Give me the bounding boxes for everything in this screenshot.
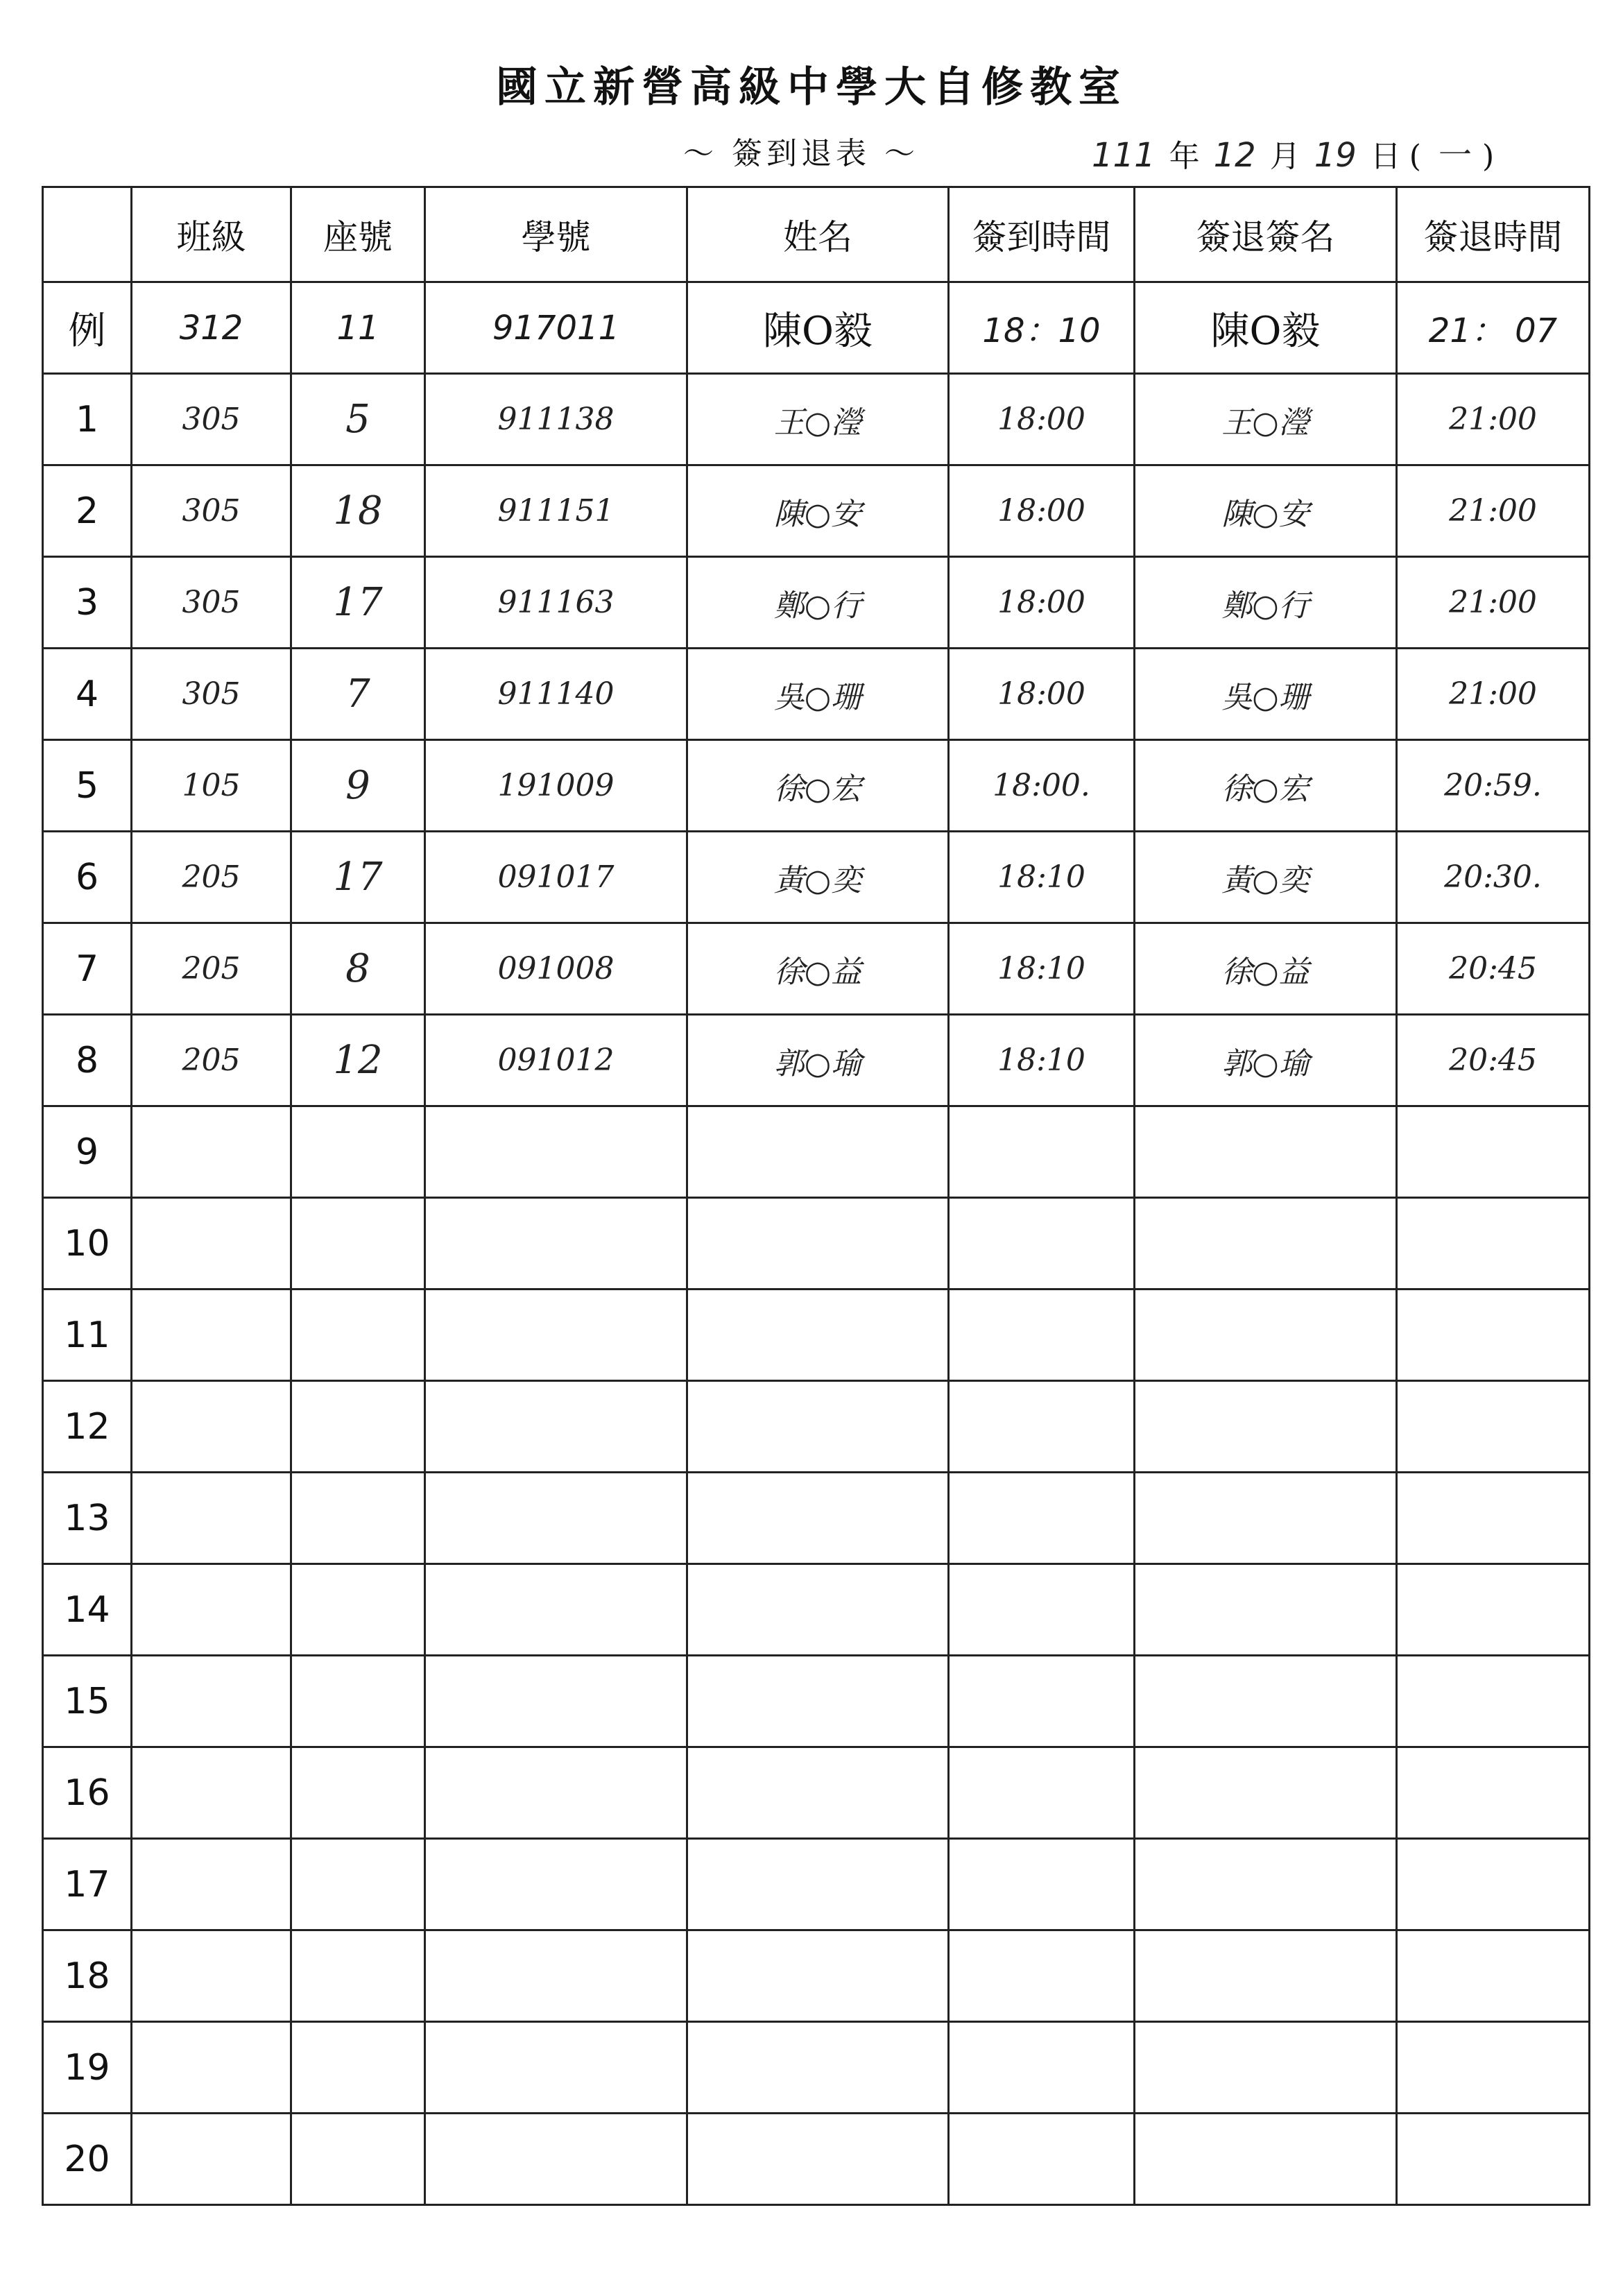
seat-cell[interactable]	[291, 1564, 425, 1656]
class-cell[interactable]: 205	[132, 832, 291, 923]
student-id-cell[interactable]	[425, 1106, 687, 1198]
name-cell[interactable]	[687, 2022, 949, 2114]
student-id-cell[interactable]: 911163	[425, 557, 687, 649]
row-number: 10	[43, 1198, 132, 1290]
table-row	[43, 2022, 1590, 2114]
seat-cell[interactable]	[291, 1198, 425, 1290]
sign-out-time-cell[interactable]	[1397, 2114, 1590, 2205]
student-id-cell[interactable]: 911138	[425, 374, 687, 465]
example-row	[43, 282, 1590, 374]
sign-out-signature-cell[interactable]: 吳○珊	[1135, 649, 1397, 740]
sign-in-time-cell[interactable]	[949, 1290, 1135, 1381]
table-row	[43, 1106, 1590, 1198]
row-number: 12	[43, 1381, 132, 1473]
sign-out-signature-cell[interactable]	[1135, 2114, 1397, 2205]
sign-out-signature-cell[interactable]: 徐○宏	[1135, 740, 1397, 832]
student-id-cell[interactable]: 911151	[425, 465, 687, 557]
table-row	[43, 1290, 1590, 1381]
sign-in-time-cell[interactable]	[949, 1839, 1135, 1930]
student-id-cell[interactable]	[425, 1473, 687, 1564]
sign-out-time-cell[interactable]: 21:00	[1397, 465, 1590, 557]
document-subtitle: ～ 簽到退表 ～	[683, 136, 919, 171]
sign-out-time-cell[interactable]: 20:59.	[1397, 740, 1590, 832]
sign-out-signature-cell[interactable]: 鄭○行	[1135, 557, 1397, 649]
col-header-sign-out-signature: 簽退簽名	[1135, 187, 1397, 282]
table-row	[43, 832, 1590, 923]
sign-in-time-cell[interactable]	[949, 1106, 1135, 1198]
seat-cell[interactable]	[291, 1106, 425, 1198]
name-cell[interactable]	[687, 1930, 949, 2022]
row-number: 19	[43, 2022, 132, 2114]
example-sign-out-time: 21： 07	[1397, 282, 1590, 374]
document-title: 國立新營高級中學大自修教室	[496, 63, 1127, 112]
row-number: 8	[43, 1015, 132, 1106]
student-id-cell[interactable]: 091012	[425, 1015, 687, 1106]
row-number: 15	[43, 1656, 132, 1747]
col-header-name: 姓名	[687, 187, 949, 282]
row-number: 7	[43, 923, 132, 1015]
class-cell[interactable]	[132, 1106, 291, 1198]
student-id-cell[interactable]	[425, 1381, 687, 1473]
sign-out-time-cell[interactable]: 21:00	[1397, 374, 1590, 465]
sign-in-time-cell[interactable]: 18:00.	[949, 740, 1135, 832]
name-cell[interactable]: 黃○奕	[687, 832, 949, 923]
col-header-student-id: 學號	[425, 187, 687, 282]
row-number: 14	[43, 1564, 132, 1656]
date-weekday-open: (	[1409, 139, 1421, 174]
class-cell[interactable]	[132, 1473, 291, 1564]
table-row	[43, 1839, 1590, 1930]
sign-out-time-cell[interactable]	[1397, 2022, 1590, 2114]
name-cell[interactable]: 郭○瑜	[687, 1015, 949, 1106]
seat-cell[interactable]	[291, 1290, 425, 1381]
example-seat: 11	[291, 282, 425, 374]
date-weekday: 一	[1434, 136, 1468, 175]
student-id-cell[interactable]	[425, 1839, 687, 1930]
example-label: 例	[43, 282, 132, 374]
table-row	[43, 1473, 1590, 1564]
row-number: 3	[43, 557, 132, 649]
col-header-sign-out-time: 簽退時間	[1397, 187, 1590, 282]
student-id-cell[interactable]	[425, 2022, 687, 2114]
sign-out-signature-cell[interactable]	[1135, 1656, 1397, 1747]
name-cell[interactable]: 徐○宏	[687, 740, 949, 832]
sign-out-time-cell[interactable]: 20:45	[1397, 923, 1590, 1015]
class-cell[interactable]	[132, 1290, 291, 1381]
subtitle-row	[0, 128, 1623, 177]
row-number: 2	[43, 465, 132, 557]
seat-cell[interactable]: 17	[291, 557, 425, 649]
seat-cell[interactable]	[291, 2114, 425, 2205]
table-header-row	[43, 187, 1590, 282]
date-month: 12	[1213, 136, 1256, 175]
row-number: 9	[43, 1106, 132, 1198]
sign-out-time-cell[interactable]	[1397, 1473, 1590, 1564]
seat-cell[interactable]	[291, 1747, 425, 1839]
sign-out-time-cell[interactable]	[1397, 1564, 1590, 1656]
sign-out-signature-cell[interactable]	[1135, 1473, 1397, 1564]
seat-cell[interactable]: 12	[291, 1015, 425, 1106]
sign-out-time-cell[interactable]	[1397, 1106, 1590, 1198]
table-row	[43, 1564, 1590, 1656]
sign-in-time-cell[interactable]: 18:10	[949, 1015, 1135, 1106]
sign-in-time-cell[interactable]	[949, 1564, 1135, 1656]
class-cell[interactable]	[132, 1839, 291, 1930]
sign-out-signature-cell[interactable]: 王○瀅	[1135, 374, 1397, 465]
seat-cell[interactable]: 18	[291, 465, 425, 557]
table-row	[43, 557, 1590, 649]
seat-cell[interactable]	[291, 1381, 425, 1473]
sign-out-time-cell[interactable]	[1397, 1930, 1590, 2022]
date-day: 19	[1314, 136, 1357, 175]
sign-in-time-cell[interactable]	[949, 1473, 1135, 1564]
col-header-no	[43, 187, 132, 282]
sign-in-time-cell[interactable]: 18:00	[949, 557, 1135, 649]
sign-out-signature-cell[interactable]	[1135, 1839, 1397, 1930]
name-cell[interactable]	[687, 2114, 949, 2205]
class-cell[interactable]: 305	[132, 649, 291, 740]
class-cell[interactable]	[132, 2114, 291, 2205]
student-id-cell[interactable]: 091017	[425, 832, 687, 923]
class-cell[interactable]	[132, 1564, 291, 1656]
sign-out-signature-cell[interactable]	[1135, 1930, 1397, 2022]
class-cell[interactable]	[132, 1930, 291, 2022]
col-header-sign-in-time: 簽到時間	[949, 187, 1135, 282]
sign-out-signature-cell[interactable]: 陳○安	[1135, 465, 1397, 557]
date-day-label: 日	[1370, 139, 1401, 174]
row-number: 6	[43, 832, 132, 923]
sign-out-signature-cell[interactable]	[1135, 1564, 1397, 1656]
sign-out-signature-cell[interactable]	[1135, 1381, 1397, 1473]
example-name: 陳O毅	[687, 282, 949, 374]
example-student-id: 917011	[425, 282, 687, 374]
row-number: 1	[43, 374, 132, 465]
name-cell[interactable]	[687, 1473, 949, 1564]
student-id-cell[interactable]	[425, 1198, 687, 1290]
student-id-cell[interactable]	[425, 1930, 687, 2022]
row-number: 4	[43, 649, 132, 740]
seat-cell[interactable]: 9	[291, 740, 425, 832]
seat-cell[interactable]	[291, 1656, 425, 1747]
table-row	[43, 1656, 1590, 1747]
sign-out-time-cell[interactable]: 20:45	[1397, 1015, 1590, 1106]
sign-out-signature-cell[interactable]	[1135, 2022, 1397, 2114]
seat-cell[interactable]	[291, 2022, 425, 2114]
sign-out-time-cell[interactable]: 20:30.	[1397, 832, 1590, 923]
table-row	[43, 923, 1590, 1015]
name-cell[interactable]: 徐○益	[687, 923, 949, 1015]
sign-in-time-cell[interactable]	[949, 1747, 1135, 1839]
class-cell[interactable]: 205	[132, 923, 291, 1015]
table-row	[43, 740, 1590, 832]
sign-out-time-cell[interactable]	[1397, 1290, 1590, 1381]
student-id-cell[interactable]	[425, 1747, 687, 1839]
class-cell[interactable]	[132, 1381, 291, 1473]
col-header-seat: 座號	[291, 187, 425, 282]
seat-cell[interactable]: 7	[291, 649, 425, 740]
name-cell[interactable]: 鄭○行	[687, 557, 949, 649]
class-cell[interactable]: 305	[132, 374, 291, 465]
name-cell[interactable]	[687, 1564, 949, 1656]
sign-out-signature-cell[interactable]: 徐○益	[1135, 923, 1397, 1015]
name-cell[interactable]: 王○瀅	[687, 374, 949, 465]
sign-out-time-cell[interactable]	[1397, 1198, 1590, 1290]
table-row	[43, 1747, 1590, 1839]
table-row	[43, 1930, 1590, 2022]
student-id-cell[interactable]: 191009	[425, 740, 687, 832]
date-weekday-close: )	[1482, 139, 1495, 174]
example-sign-in-time: 18：10	[949, 282, 1135, 374]
sign-out-time-cell[interactable]	[1397, 1839, 1590, 1930]
sign-in-time-cell[interactable]: 18:10	[949, 832, 1135, 923]
sign-in-time-cell[interactable]	[949, 2114, 1135, 2205]
row-number: 17	[43, 1839, 132, 1930]
name-cell[interactable]	[687, 1106, 949, 1198]
student-id-cell[interactable]: 091008	[425, 923, 687, 1015]
table-row	[43, 2114, 1590, 2205]
row-number: 13	[43, 1473, 132, 1564]
row-number: 18	[43, 1930, 132, 2022]
table-row	[43, 1015, 1590, 1106]
seat-cell[interactable]	[291, 1839, 425, 1930]
name-cell[interactable]	[687, 1656, 949, 1747]
table-row	[43, 374, 1590, 465]
example-class: 312	[132, 282, 291, 374]
row-number: 16	[43, 1747, 132, 1839]
seat-cell[interactable]	[291, 1473, 425, 1564]
class-cell[interactable]: 305	[132, 557, 291, 649]
sign-in-time-cell[interactable]: 18:00	[949, 465, 1135, 557]
student-id-cell[interactable]	[425, 2114, 687, 2205]
name-cell[interactable]	[687, 1839, 949, 1930]
seat-cell[interactable]	[291, 1930, 425, 2022]
name-cell[interactable]: 吳○珊	[687, 649, 949, 740]
name-cell[interactable]	[687, 1198, 949, 1290]
table-row	[43, 1381, 1590, 1473]
sign-in-time-cell[interactable]	[949, 1381, 1135, 1473]
row-number: 11	[43, 1290, 132, 1381]
student-id-cell[interactable]	[425, 1290, 687, 1381]
class-cell[interactable]: 205	[132, 1015, 291, 1106]
date-line	[1082, 128, 1498, 176]
sign-out-time-cell[interactable]: 21:00	[1397, 649, 1590, 740]
seat-cell[interactable]: 8	[291, 923, 425, 1015]
sign-out-signature-cell[interactable]	[1135, 1290, 1397, 1381]
class-cell[interactable]: 105	[132, 740, 291, 832]
row-number: 20	[43, 2114, 132, 2205]
sign-out-signature-cell[interactable]	[1135, 1198, 1397, 1290]
row-number: 5	[43, 740, 132, 832]
sign-in-time-cell[interactable]	[949, 2022, 1135, 2114]
seat-cell[interactable]: 5	[291, 374, 425, 465]
example-sign-out-signature: 陳O毅	[1135, 282, 1397, 374]
sign-out-signature-cell[interactable]: 黃○奕	[1135, 832, 1397, 923]
sign-in-time-cell[interactable]: 18:00	[949, 649, 1135, 740]
class-cell[interactable]	[132, 1747, 291, 1839]
sign-out-signature-cell[interactable]	[1135, 1106, 1397, 1198]
table-row	[43, 465, 1590, 557]
sign-in-time-cell[interactable]	[949, 1656, 1135, 1747]
student-id-cell[interactable]	[425, 1564, 687, 1656]
seat-cell[interactable]: 17	[291, 832, 425, 923]
date-year-label: 年	[1169, 139, 1200, 174]
sign-in-time-cell[interactable]: 18:10	[949, 923, 1135, 1015]
table-row	[43, 649, 1590, 740]
sign-out-signature-cell[interactable]: 郭○瑜	[1135, 1015, 1397, 1106]
sign-in-time-cell[interactable]	[949, 1198, 1135, 1290]
date-year: 111	[1092, 136, 1156, 175]
student-id-cell[interactable]: 911140	[425, 649, 687, 740]
sign-in-table	[42, 186, 1590, 2206]
date-month-label: 月	[1269, 139, 1300, 174]
sign-out-signature-cell[interactable]	[1135, 1747, 1397, 1839]
name-cell[interactable]	[687, 1381, 949, 1473]
sign-out-time-cell[interactable]	[1397, 1656, 1590, 1747]
sign-out-time-cell[interactable]: 21:00	[1397, 557, 1590, 649]
name-cell[interactable]	[687, 1747, 949, 1839]
name-cell[interactable]: 陳○安	[687, 465, 949, 557]
table-row	[43, 1198, 1590, 1290]
sign-in-time-cell[interactable]	[949, 1930, 1135, 2022]
class-cell[interactable]	[132, 1656, 291, 1747]
sign-in-time-cell[interactable]: 18:00	[949, 374, 1135, 465]
class-cell[interactable]	[132, 2022, 291, 2114]
student-id-cell[interactable]	[425, 1656, 687, 1747]
class-cell[interactable]	[132, 1198, 291, 1290]
sign-out-time-cell[interactable]	[1397, 1381, 1590, 1473]
class-cell[interactable]: 305	[132, 465, 291, 557]
name-cell[interactable]	[687, 1290, 949, 1381]
col-header-class: 班級	[132, 187, 291, 282]
sign-out-time-cell[interactable]	[1397, 1747, 1590, 1839]
